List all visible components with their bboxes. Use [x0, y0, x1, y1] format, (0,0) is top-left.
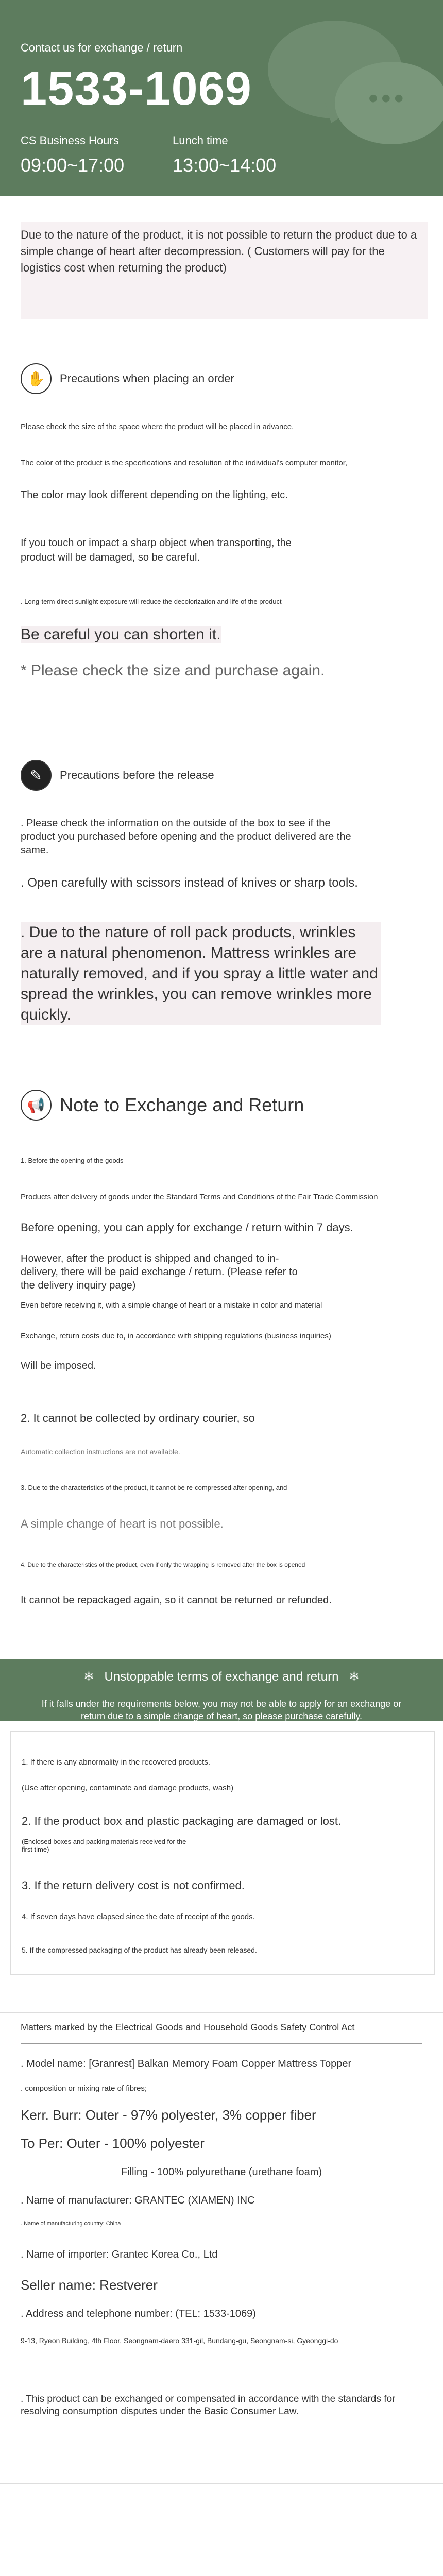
contact-phone: 1533-1069 — [21, 62, 252, 115]
safety-model: . Model name: [Granrest] Balkan Memory Foam Copper Mattress Topper — [21, 2058, 352, 2070]
safety-kerr: Kerr. Burr: Outer - 97% polyester, 3% copper fiber — [21, 2107, 316, 2123]
safety-law: . This product can be exchanged or compensated in accordance with the standards for resolving consumption disputes under the Basic Consumer Law. — [21, 2394, 396, 2417]
unstoppable-subtitle: If it falls under the requirements below, you may not be able to apply for an exchange or return due to a simple change of heart, so please purchase carefully. — [41, 1699, 402, 1721]
unstoppable-item: 1. If there is any abnormality in the recovered products. — [22, 1758, 211, 1767]
unstoppable-item: 5. If the compressed packaging of the product has already been released. — [22, 1946, 257, 1954]
placing-title: Precautions when placing an order — [60, 372, 234, 385]
unstoppable-item: (Enclosed boxes and packing materials received for the first time) — [22, 1838, 186, 1853]
exchange-item: A simple change of heart is not possible. — [21, 1517, 224, 1530]
unstoppable-list — [10, 1731, 435, 1975]
unstoppable-item: (Use after opening, contaminate and damage products, wash) — [22, 1784, 234, 1792]
release-item: . Due to the nature of roll pack products, wrinkles are a natural phenomenon. Mattress wrinkles are naturally removed, and if you spray a little water and spread the wrinkles, you can remove wrinkles more quickly. — [21, 922, 381, 1025]
contact-header — [0, 0, 443, 196]
unstoppable-item: 4. If seven days have elapsed since the date of receipt of the goods. — [22, 1912, 255, 1921]
lunch-hours-block — [173, 134, 276, 176]
release-item: . Open carefully with scissors instead of knives or sharp tools. — [21, 876, 358, 890]
snowflake-icon: ❄ — [83, 1670, 94, 1684]
safety-seller: Seller name: Restverer — [21, 2277, 158, 2293]
exchange-item: Before opening, you can apply for exchange / return within 7 days. — [21, 1221, 353, 1234]
unstoppable-item: 3. If the return delivery cost is not confirmed. — [22, 1879, 245, 1892]
safety-filling: Filling - 100% polyurethane (urethane foam) — [121, 2166, 322, 2178]
placing-item: * Please check the size and purchase again. — [21, 662, 325, 679]
exchange-item: 4. Due to the characteristics of the product, even if only the wrapping is removed after the box is opened — [21, 1561, 305, 1568]
exchange-item: Even before receiving it, with a simple change of heart or a mistake in color and material — [21, 1301, 322, 1310]
intro-notice — [21, 222, 428, 319]
exchange-item: Will be imposed. — [21, 1360, 96, 1371]
lunch-value: 13:00~14:00 — [173, 155, 277, 176]
pencil-icon: ✎ — [21, 760, 52, 791]
exchange-section-title — [21, 1090, 304, 1121]
placing-section-title — [21, 363, 234, 394]
exchange-item: However, after the product is shipped and changed to in-delivery, there will be paid exchange / return. (Please refer to the delivery inquiry page) — [21, 1253, 298, 1291]
intro-text: Due to the nature of the product, it is not possible to return the product due to a simple change of heart after decompression. ( Customers will pay for the logistics cost when returning the product) — [21, 228, 417, 274]
divider — [0, 2012, 443, 2013]
exchange-item: Exchange, return costs due to, in accordance with shipping regulations (business inquiries) — [21, 1332, 331, 1341]
unstoppable-title: Unstoppable terms of exchange and return — [104, 1670, 339, 1684]
unstoppable-header — [0, 1659, 443, 1721]
placing-item: The color of the product is the specifications and resolution of the individual's computer monitor, — [21, 459, 348, 467]
exchange-item: 1. Before the opening of the goods — [21, 1157, 124, 1164]
release-item: . Please check the information on the outside of the box to see if the product you purchased before opening and the product delivered are the same. — [21, 818, 351, 856]
exchange-item: Automatic collection instructions are not available. — [21, 1448, 180, 1456]
hand-icon: ✋ — [21, 363, 52, 394]
exchange-item: 2. It cannot be collected by ordinary courier, so — [21, 1412, 255, 1425]
safety-country: . Name of manufacturing country: China — [21, 2221, 121, 2227]
megaphone-icon: 📢 — [21, 1090, 52, 1121]
exchange-title: Note to Exchange and Return — [60, 1094, 304, 1115]
placing-item: Be careful you can shorten it. — [21, 626, 221, 643]
cs-hours-label: CS Business Hours — [21, 134, 119, 147]
placing-item: The color may look different depending on the lighting, etc. — [21, 489, 288, 501]
exchange-item: 3. Due to the characteristics of the product, it cannot be re-compressed after opening, and — [21, 1484, 287, 1492]
release-section-title — [21, 760, 214, 791]
safety-manufacturer: . Name of manufacturer: GRANTEC (XIAMEN) INC — [21, 2195, 255, 2206]
snowflake-icon: ❄ — [349, 1670, 360, 1684]
cs-hours-block — [21, 134, 124, 176]
contact-label: Contact us for exchange / return — [21, 41, 183, 54]
divider — [0, 2483, 443, 2484]
safety-importer: . Name of importer: Grantec Korea Co., Ltd — [21, 2249, 218, 2260]
unstoppable-item: 2. If the product box and plastic packaging are damaged or lost. — [22, 1815, 342, 1827]
placing-item: Please check the size of the space where the product will be placed in advance. — [21, 422, 294, 431]
cs-hours-value: 09:00~17:00 — [21, 155, 125, 176]
lunch-label: Lunch time — [173, 134, 228, 147]
safety-address: . Address and telephone number: (TEL: 1533-1069) — [21, 2308, 256, 2319]
exchange-item: It cannot be repackaged again, so it cannot be returned or refunded. — [21, 1595, 332, 1606]
safety-toper: To Per: Outer - 100% polyester — [21, 2136, 205, 2151]
release-title: Precautions before the release — [60, 769, 214, 782]
placing-item: . Long-term direct sunlight exposure will reduce the decolorization and life of the product — [21, 598, 282, 605]
chat-dots-icon: ••• — [368, 83, 407, 114]
safety-composition: . composition or mixing rate of fibres; — [21, 2084, 147, 2093]
safety-title: Matters marked by the Electrical Goods and Household Goods Safety Control Act — [21, 2022, 355, 2032]
unstoppable-title-row — [0, 1669, 443, 1684]
safety-address2: 9-13, Ryeon Building, 4th Floor, Seongnam-daero 331-gil, Bundang-gu, Seongnam-si, Gyeonggi-do — [21, 2336, 338, 2345]
exchange-item: Products after delivery of goods under the Standard Terms and Conditions of the Fair Trade Commission — [21, 1193, 378, 1201]
divider — [21, 2043, 422, 2044]
placing-item: If you touch or impact a sharp object when transporting, the product will be damaged, so be careful. — [21, 537, 292, 563]
